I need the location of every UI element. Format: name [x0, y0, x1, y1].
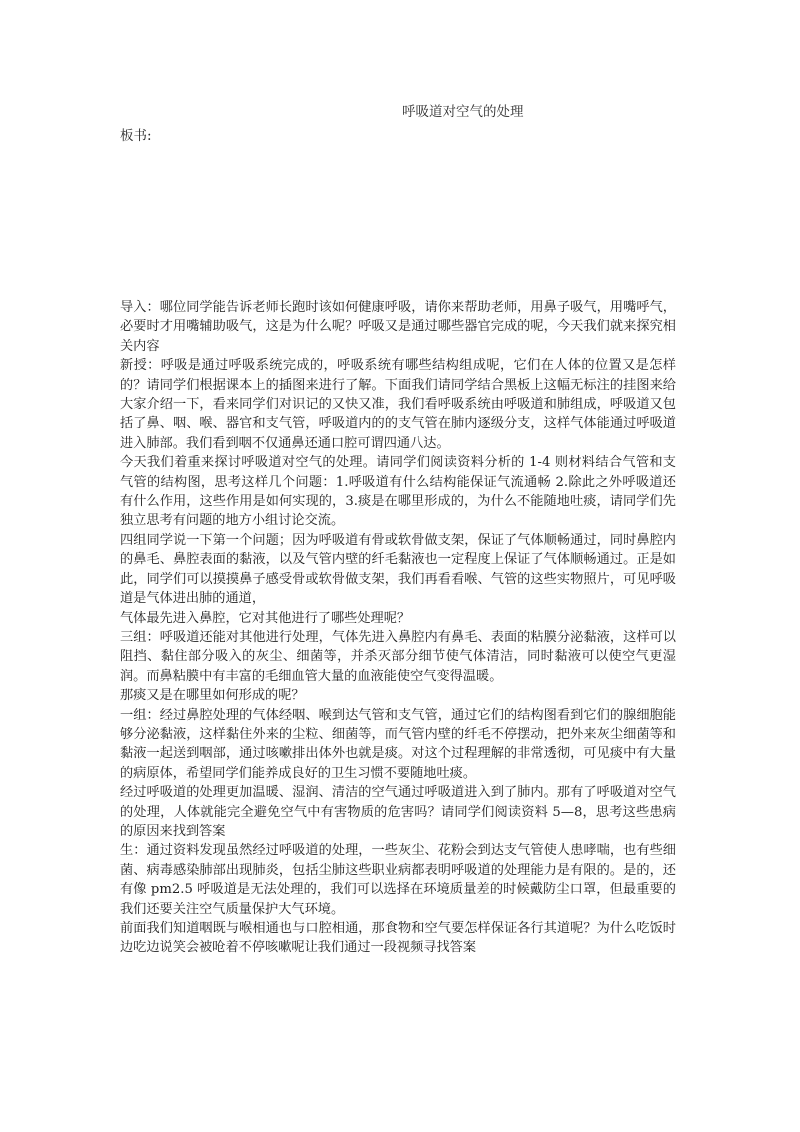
paragraph-student-answer: 生：通过资料发现虽然经过呼吸道的处理，一些灰尘、花粉会到达支气管使人患哮喘，也有些细菌、病毒感染肺部出现肺炎，包括尘肺这些职业病都表明呼吸道的处理能力是有限的。是的，还有像 pm2.5 呼吸道是无法处理的，我们可以选择在环境质量差的时候戴防尘口罩，但最重要的我们还要关注空气质量保护大气环境。 [120, 843, 676, 917]
paragraph-intro: 导入：哪位同学能告诉老师长跑时该如何健康呼吸，请你来帮助老师，用鼻子吸气，用嘴呼气，必要时才用嘴辅助吸气，这是为什么呢？呼吸又是通过哪些器官完成的呢，今天我们就来探究相关内容 [120, 300, 676, 354]
paragraph-group-one: 一组：经过鼻腔处理的气体经咽、喉到达气管和支气管，通过它们的结构图看到它们的腺细胞能够分泌黏液，这样黏住外来的尘粒、细菌等，而气管内壁的纤毛不停摆动，把外来灰尘细菌等和黏液一起送到咽部，通过咳嗽排出体外也就是痰。对这个过程理解的非常透彻，可见痰中有大量的病原体，希望同学们能养成良好的卫生习惯不要随地吐痰。 [120, 707, 676, 781]
paragraph-new-lesson: 新授：呼吸是通过呼吸系统完成的，呼吸系统有哪些结构组成呢，它们在人体的位置又是怎样的？请同学们根据课本上的插图来进行了解。下面我们请同学结合黑板上这幅无标注的挂图来给大家介绍一下，看来同学们对识记的又快又准，我们看呼吸系统由呼吸道和肺组成，呼吸道又包括了鼻、咽、喉、器官和支气管，呼吸道内的的支气管在肺内逐级分支，这样气体能通过呼吸道进入肺部。我们看到咽不仅通鼻还通口腔可谓四通八达。 [120, 358, 676, 451]
paragraph-group-three: 三组：呼吸道还能对其他进行处理，气体先进入鼻腔内有鼻毛、表面的粘膜分泌黏液，这样可以阻挡、黏住部分吸入的灰尘、细菌等，并杀灭部分细节使气体清洁，同时黏液可以使空气更湿润。而鼻粘膜中有丰富的毛细血管大量的血液能使空气变得温暖。 [120, 629, 676, 684]
paragraph-nasal-question: 气体最先进入鼻腔，它对其他进行了哪些处理呢？ [120, 610, 411, 626]
paragraph-phlegm-question: 那痰又是在哪里如何形成的呢？ [120, 688, 305, 704]
paragraph-closing: 前面我们知道咽既与喉相通也与口腔相通，那食物和空气要怎样保证各行其道呢？为什么吃饭时边吃边说笑会被呛着不停咳嗽呢让我们通过一段视频寻找答案 [120, 921, 676, 956]
blackboard-label: 板书: [120, 128, 152, 144]
paragraph-transition: 经过呼吸道的处理更加温暖、湿润、清洁的空气通过呼吸道进入到了肺内。那有了呼吸道对空气的处理，人体就能完全避免空气中有害物质的危害吗？请同学们阅读资料 5—8，思考这些患病的原因来找到答案 [120, 785, 676, 839]
body-text [120, 298, 676, 958]
paragraph-group-four: 四组同学说一下第一个问题；因为呼吸道有骨或软骨做支架，保证了气体顺畅通过，同时鼻腔内的鼻毛、鼻腔表面的黏液，以及气管内壁的纤毛黏液也一定程度上保证了气体顺畅通过。正是如此，同学们可以摸摸鼻子感受骨或软骨做支架，我们再看看喉、气管的这些实物照片，可见呼吸道是气体进出肺的通道， [120, 532, 676, 607]
paragraph-questions: 今天我们着重来探讨呼吸道对空气的处理。请同学们阅读资料分析的 1-4 则材料结合气管和支气管的结构图，思考这样几个问题：1.呼吸道有什么结构能保证气流通畅 2.除此之外呼吸道还有什么作用，这些作用是如何实现的，3.痰是在哪里形成的，为什么不能随地吐痰，请同学们先独立思考有问题的地方小组讨论交流。 [120, 455, 676, 529]
document-title: 呼吸道对空气的处理 [402, 104, 524, 120]
